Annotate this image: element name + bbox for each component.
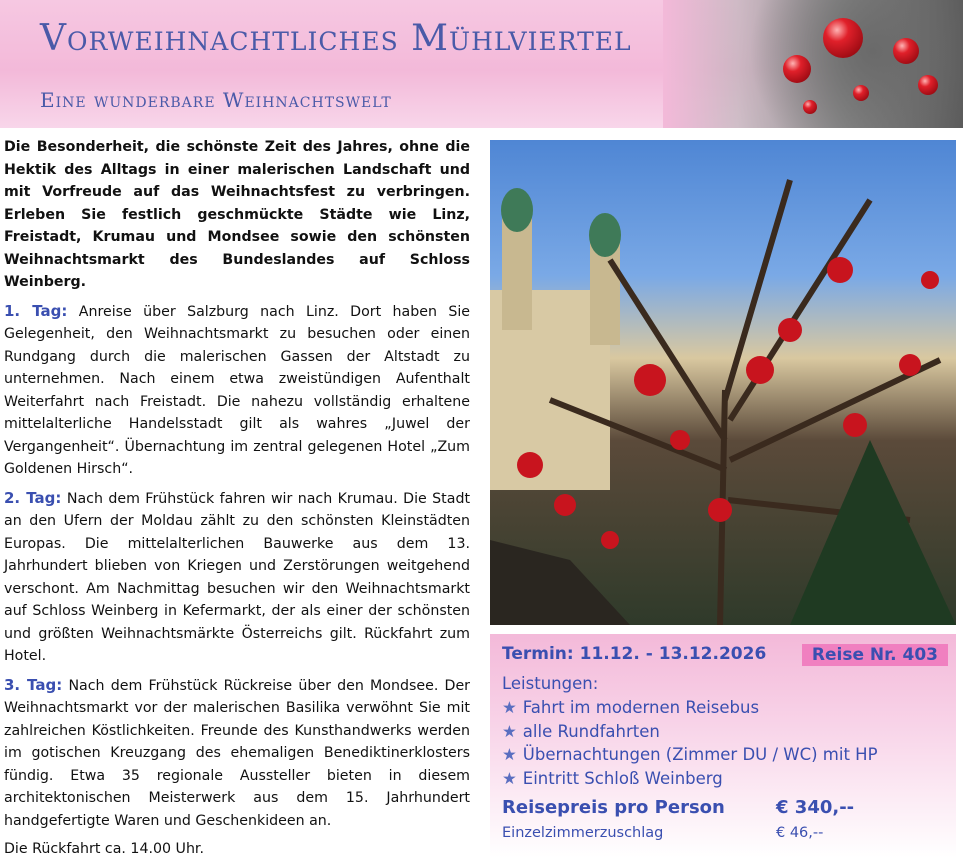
services-list xyxy=(502,696,878,790)
tower-dome xyxy=(589,213,621,257)
service-text: Eintritt Schloß Weinberg xyxy=(522,768,723,788)
day-1-label: 1. Tag: xyxy=(4,301,68,320)
price-label: Reisepreis pro Person xyxy=(502,797,725,818)
christmas-market-photo xyxy=(490,140,956,625)
services-label: Leistungen: xyxy=(502,674,599,693)
day-2-text: Nach dem Frühstück fahren wir nach Krumau. Die Stadt an den Ufern der Moldau zählt zu den schönsten Kleinstädten Europas. Die mittelalterlichen Bauwerke aus dem 13. Jahrhundert blieben von Kriegen und Zerstörungen weitgehend verschont. Am Nachmittag besuchen wir den Weihnachtsmarkt auf Schloss Weinberg in Kefermarkt, der als einer der schönsten und größten Weihnachtsmärkte Österreichs gilt. Rückfahrt zum Hotel. xyxy=(4,490,471,664)
day-1-paragraph xyxy=(4,300,470,481)
service-text: Fahrt im modernen Reisebus xyxy=(522,698,760,717)
list-item xyxy=(502,767,878,791)
day-2-paragraph xyxy=(4,487,470,668)
star-icon: ★ xyxy=(502,698,517,717)
intro-paragraph: Die Besonderheit, die schönste Zeit des Jahres, ohne die Hektik des Alltags in einer malerischen Landschaft und mit Vorfreude auf das Weihnachtsfest zu verbringen. Erleben Sie festlich geschmückte Städte wie Linz, Freistadt, Krumau und Mondsee sowie den schönsten Weihnachtsmarkt des Bundeslandes auf Schloss Weinberg. xyxy=(4,139,470,290)
price-value: € 340,-- xyxy=(776,797,855,818)
ornament-ball xyxy=(823,18,863,58)
day-3-paragraph xyxy=(4,674,470,833)
itinerary-text xyxy=(4,136,470,867)
photo-illustration xyxy=(490,140,956,625)
header-ornament-photo xyxy=(663,0,963,128)
day-1-text: Anreise über Salzburg nach Linz. Dort haben Sie Gelegenheit, den Weihnachtsmarkt zu besuchen oder einen Rundgang durch die malerischen Gassen der Altstadt zu unternehmen. Nach einem etwa zweistündigen Aufenthalt Weiterfahrt nach Freistadt. Die nahezu vollständig erhaltene mittelalterliche Handelsstadt gilt als wahres „Juwel der Vergangenheit“. Übernachtung im zentral gelegenen Hotel „Zum Goldenen Hirsch“. xyxy=(4,303,470,477)
header-banner xyxy=(0,0,963,128)
ornament-ball xyxy=(783,55,811,83)
fir-tree xyxy=(790,440,956,625)
day-2-label: 2. Tag: xyxy=(4,488,62,507)
single-room-surcharge-label: Einzelzimmerzuschlag xyxy=(502,825,664,841)
tower-dome xyxy=(501,188,533,232)
list-item xyxy=(502,720,878,744)
page-title: Vorweihnachtliches Mühlviertel xyxy=(40,18,632,59)
star-icon: ★ xyxy=(502,745,517,764)
trip-dates: Termin: 11.12. - 13.12.2026 xyxy=(502,644,767,664)
day-3-text: Nach dem Frühstück Rückreise über den Mondsee. Der Weihnachtsmarkt vor der malerischen Basilika verwöhnt Sie mit zahlreichen Köstlichkeiten. Freunde des Kunsthandwerks werden im gotischen Kreuzgang des ehemaligen Benediktinerklosters fündig. Etwa 35 regionale Aussteller bieten in diesem architektonischen Meisterwerk aus dem 15. Jahrhundert handgefertigte Waren und Geschenkideen an. xyxy=(4,677,471,829)
star-icon: ★ xyxy=(502,721,517,741)
ornament-ball xyxy=(893,38,919,64)
trip-number-badge: Reise Nr. 403 xyxy=(802,644,948,666)
service-text: Übernachtungen (Zimmer DU / WC) mit HP xyxy=(522,745,878,764)
ornament-ball xyxy=(803,100,817,114)
ornament-ball xyxy=(853,85,869,101)
page-subtitle: Eine wunderbare Weihnachtswelt xyxy=(40,88,392,112)
ornament-ball xyxy=(918,75,938,95)
star-icon: ★ xyxy=(502,768,517,788)
market-crowd xyxy=(490,540,630,625)
single-room-surcharge-value: € 46,-- xyxy=(776,825,824,841)
trip-info-box xyxy=(490,634,956,858)
day-3-label: 3. Tag: xyxy=(4,675,63,694)
list-item xyxy=(502,743,878,767)
closing-line: Die Rückfahrt ca. 14.00 Uhr. xyxy=(4,841,204,857)
list-item xyxy=(502,696,878,720)
service-text: alle Rundfahrten xyxy=(522,721,660,741)
